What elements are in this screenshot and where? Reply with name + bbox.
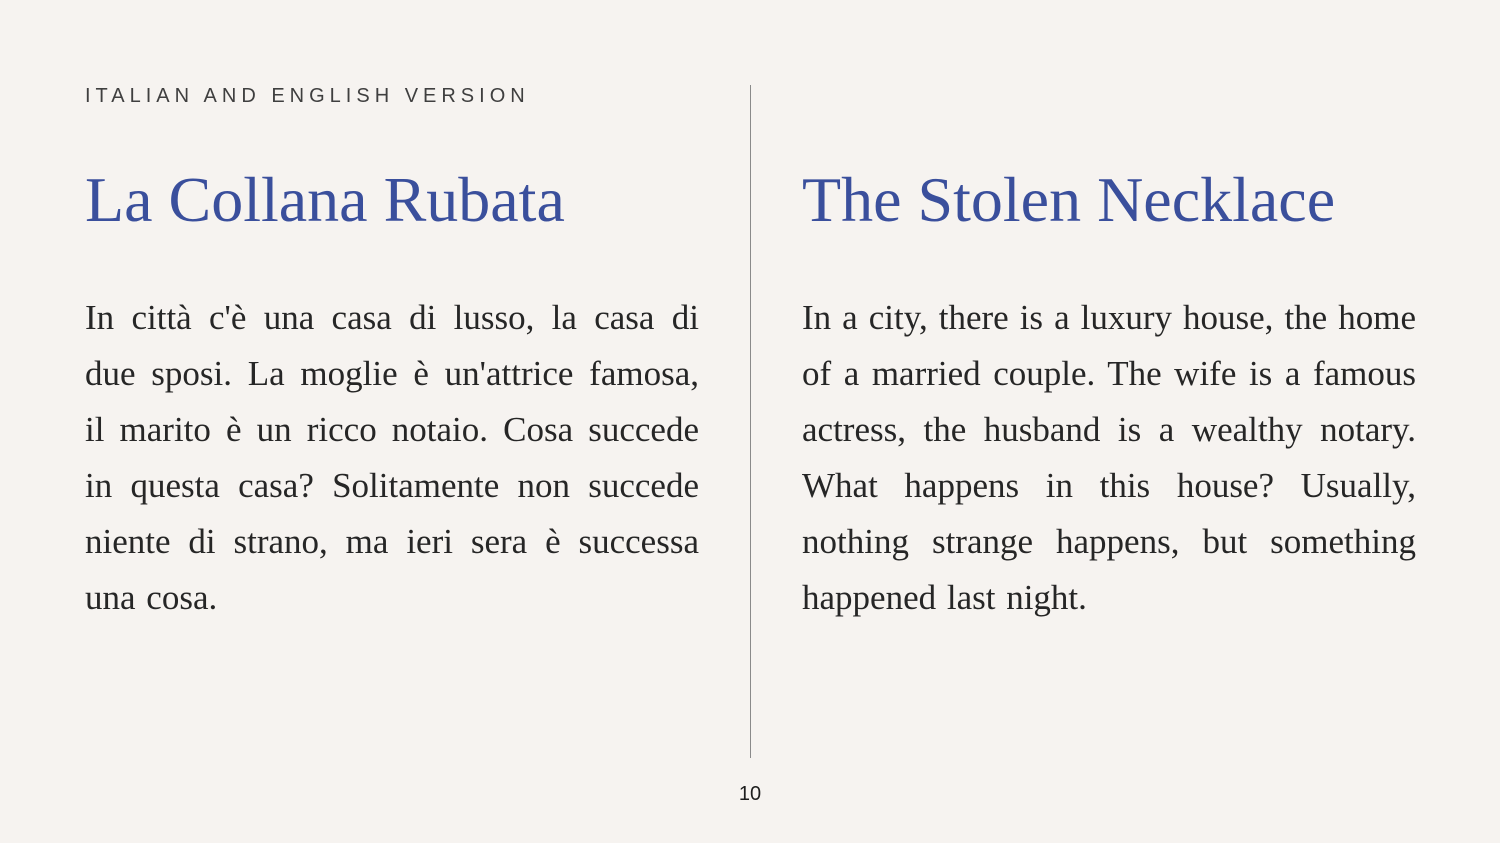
section-label: ITALIAN AND ENGLISH VERSION bbox=[85, 85, 530, 107]
english-text: In a city, there is a luxury house, the home of a married couple. The wife is a famous actress, the husband is a wealthy notary. What happens in this house? Usually, nothing strange happens, but something happened last night. bbox=[802, 298, 1416, 617]
column-divider bbox=[750, 85, 751, 758]
italian-text: In città c'è una casa di lusso, la casa di due sposi. La moglie è un'attrice famosa, il marito è un ricco notaio. Cosa succede in questa casa? Solitamente non succede niente di strano, ma ieri sera è successa una cosa. bbox=[85, 298, 699, 617]
english-title: The Stolen Necklace bbox=[802, 164, 1336, 235]
english-column bbox=[802, 160, 1416, 626]
italian-column bbox=[85, 160, 699, 626]
page-number: 10 bbox=[738, 783, 762, 805]
italian-title: La Collana Rubata bbox=[85, 164, 565, 235]
